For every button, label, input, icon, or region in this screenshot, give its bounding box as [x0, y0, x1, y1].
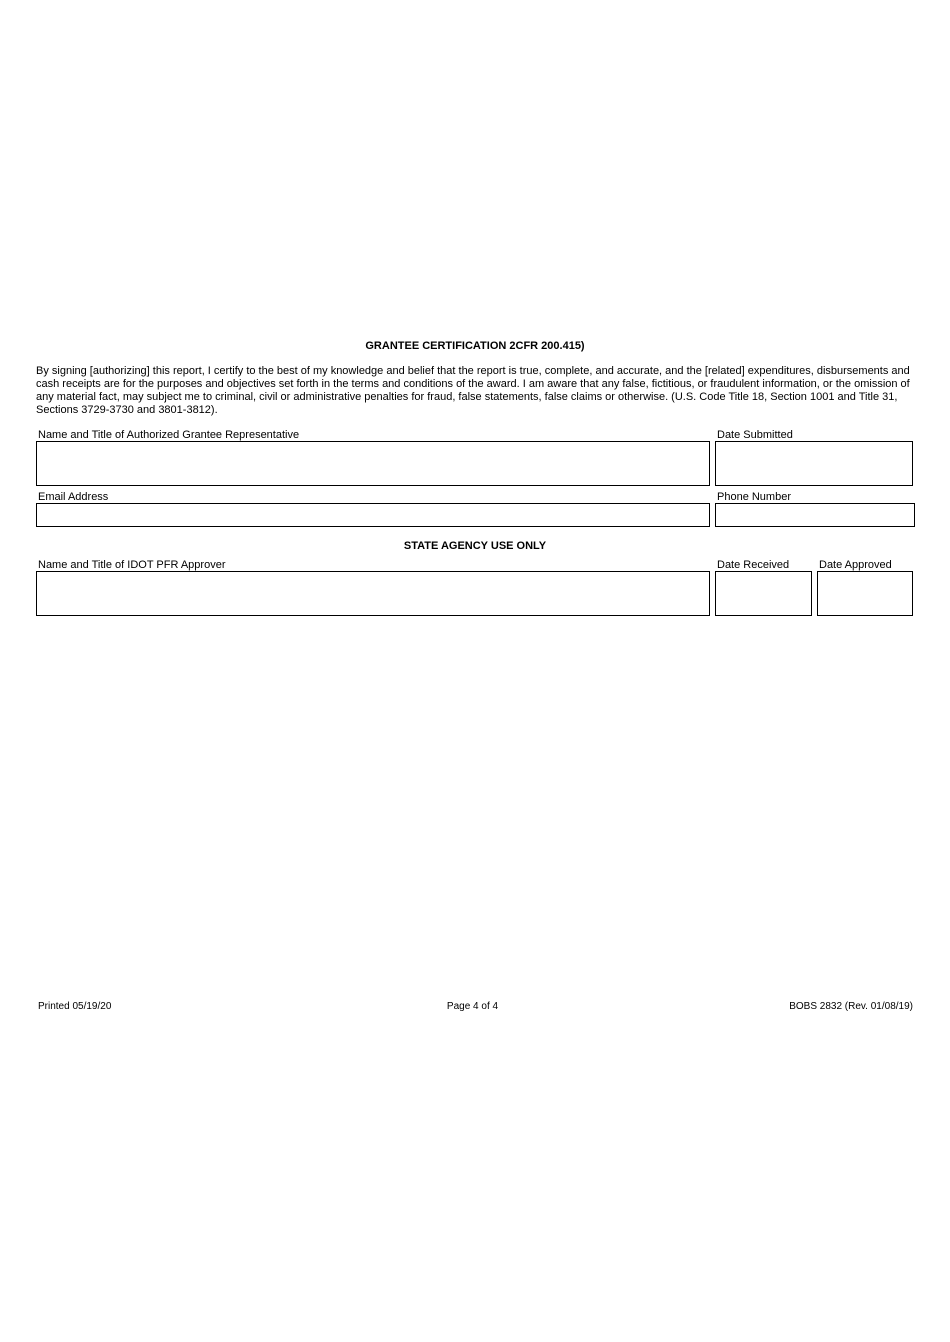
page-number: Page 4 of 4 — [446, 1001, 499, 1012]
printed-date: Printed 05/19/20 — [38, 1001, 112, 1012]
form-id: BOBS 2832 (Rev. 01/08/19) — [789, 1001, 913, 1012]
phone-label: Phone Number — [717, 491, 791, 503]
date-received-field[interactable] — [715, 571, 812, 616]
state-agency-title: STATE AGENCY USE ONLY — [403, 540, 547, 552]
date-received-label: Date Received — [717, 559, 790, 571]
email-field[interactable] — [36, 503, 710, 527]
date-approved-field[interactable] — [817, 571, 913, 616]
representative-label: Name and Title of Authorized Grantee Representative — [38, 429, 300, 441]
date-submitted-label: Date Submitted — [717, 429, 793, 441]
email-label: Email Address — [38, 491, 109, 503]
date-submitted-field[interactable] — [715, 441, 913, 486]
certification-title: GRANTEE CERTIFICATION 2CFR 200.415) — [365, 340, 585, 352]
certification-statement: By signing [authorizing] this report, I certify to the best of my knowledge and belief that the report is true, complete, and accurate, and the [related] expenditures, disbursements and cash receipts are for the purposes and objectives set forth in the terms and conditions of the award. I am aware that any false, fictitious, or fraudulent information, or the omission of any material fact, may subject me to criminal, civil or administrative penalties for fraud, false statements, false claims or otherwise. (U.S. Code Title 18, Section 1001 and Title 31, Sections 3729-3730 and 3801-3812). — [36, 365, 910, 416]
approver-label: Name and Title of IDOT PFR Approver — [38, 559, 226, 571]
approver-field[interactable] — [36, 571, 710, 616]
representative-field[interactable] — [36, 441, 710, 486]
phone-field[interactable] — [715, 503, 915, 527]
date-approved-label: Date Approved — [819, 559, 892, 571]
